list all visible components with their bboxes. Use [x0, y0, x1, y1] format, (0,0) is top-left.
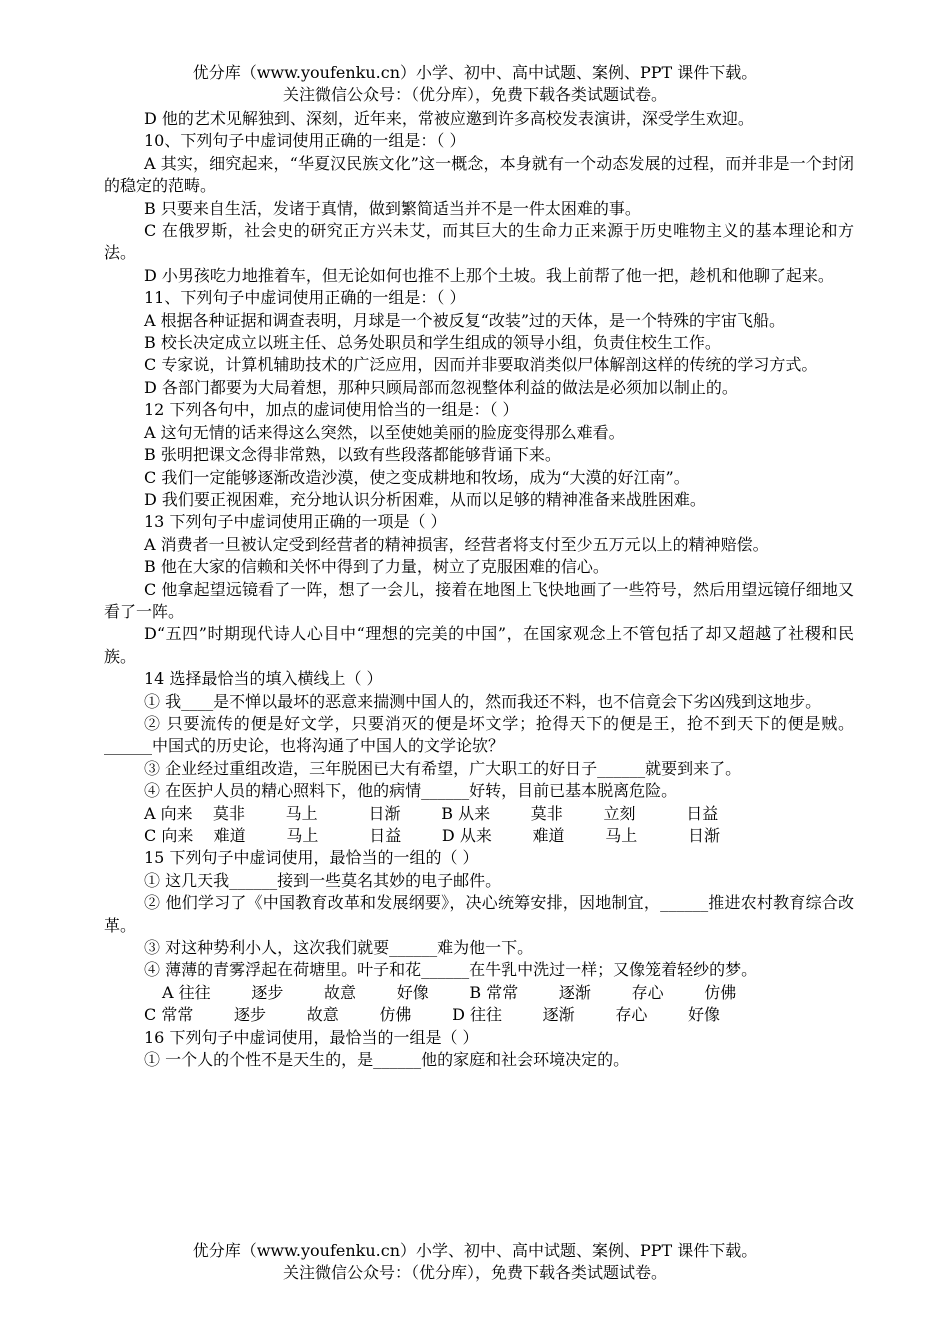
paragraph: C 在俄罗斯，社会史的研究正方兴未艾，而其巨大的生命力正来源于历史唯物主义的基本理论和方法。 [104, 221, 854, 263]
paragraph: ④ 在医护人员的精心照料下，他的病情______好转，目前已基本脱离危险。 [144, 781, 678, 801]
footer-line-2: 关注微信公众号：（优分库），免费下载各类试题试卷。 [282, 1263, 667, 1282]
paragraph: D“五四”时期现代诗人心目中“理想的完美的中国”，在国家观念上不管包括了却又超越了社稷和民族。 [104, 624, 854, 666]
paragraph: ③ 企业经过重组改造，三年脱困已大有希望，广大职工的好日子______就要到来了。 [144, 758, 742, 778]
page-footer [0, 1240, 950, 1284]
options-row: A 往往 逐步 故意 好像 B 常常 逐渐 存心 仿佛 [162, 982, 737, 1002]
paragraph: B 校长决定成立以班主任、总务处职员和学生组成的领导小组，负责住校生工作。 [144, 333, 721, 353]
paragraph: C 我们一定能够逐渐改造沙漠，使之变成耕地和牧场，成为“大漠的好江南”。 [144, 467, 690, 487]
paragraph: B 张明把课文念得非常熟，以致有些段落都能够背诵下来。 [144, 445, 561, 465]
question-16: 16 下列句子中虚词使用，最恰当的一组是（ ） [144, 1027, 479, 1047]
paragraph: A 这句无情的话来得这么突然，以至使她美丽的脸庞变得那么难看。 [144, 422, 625, 442]
paragraph: ③ 对这种势利小人，这次我们就要______难为他一下。 [144, 938, 534, 958]
paragraph: D 他的艺术见解独到、深刻，近年来，常被应邀到许多高校发表演讲，深受学生欢迎。 [144, 109, 754, 128]
question-13: 13 下列句子中虚词使用正确的一项是（ ） [144, 512, 447, 532]
paragraph: D 我们要正视困难，充分地认识分析困难，从而以足够的精神准备来战胜困难。 [144, 489, 706, 509]
question-14: 14 选择最恰当的填入横线上（ ） [144, 669, 383, 689]
question-11: 11、下列句子中虚词使用正确的一组是：（ ） [144, 288, 466, 308]
paragraph: B 只要来自生活，发诸于真情，做到繁简适当并不是一件太困难的事。 [144, 198, 641, 218]
paragraph: ① 这几天我______接到一些莫名其妙的电子邮件。 [144, 870, 502, 890]
paragraph: A 消费者一旦被认定受到经营者的精神损害，经营者将支付至少五万元以上的精神赔偿。 [144, 534, 769, 554]
question-12: 12 下列各句中，加点的虚词使用恰当的一组是：（ ） [144, 400, 519, 420]
page-header [0, 62, 950, 106]
paragraph: ① 一个人的个性不是天生的，是______他的家庭和社会环境决定的。 [144, 1050, 630, 1070]
paragraph: D 各部门都要为大局着想，那种只顾局部而忽视整体利益的做法是必须加以制止的。 [144, 377, 738, 397]
options-row: C 常常 逐步 故意 仿佛 D 往往 逐渐 存心 好像 [144, 1005, 721, 1025]
paragraph: ④ 薄薄的青雾浮起在荷塘里。叶子和花______在牛乳中洗过一样；又像笼着轻纱的梦。 [144, 960, 758, 980]
options-row: C 向来 难道 马上 日益 D 从来 难道 马上 日渐 [144, 826, 721, 845]
question-15: 15 下列句子中虚词使用，最恰当的一组的（ ） [144, 848, 479, 868]
paragraph: C 他拿起望远镜看了一阵，想了一会儿，接着在地图上飞快地画了一些符号，然后用望远镜仔细地又看了一阵。 [104, 579, 854, 621]
header-line-1: 优分库（www.youfenku.cn）小学、初中、高中试题、案例、PPT 课件下载。 [192, 63, 758, 82]
paragraph: ② 他们学习了《中国教育改革和发展纲要》，决心统筹安排，因地制宜，______推进农村教育综合改革。 [104, 893, 854, 935]
paragraph: A 根据各种证据和调查表明，月球是一个被反复“改装”过的天体，是一个特殊的宇宙飞船。 [144, 310, 786, 330]
options-row: A 向来 莫非 马上 日渐 B 从来 莫非 立刻 日益 [144, 803, 719, 823]
paragraph: A 其实，细究起来，“华夏汉民族文化”这一概念，本身就有一个动态发展的过程，而并非是一个封闭的稳定的范畴。 [104, 153, 854, 196]
paragraph: B 他在大家的信赖和关怀中得到了力量，树立了克服困难的信心。 [144, 557, 609, 577]
question-10: 10、下列句子中虚词使用正确的一组是：（ ） [144, 131, 466, 151]
paragraph: D 小男孩吃力地推着车，但无论如何也推不上那个土坡。我上前帮了他一把，趁机和他聊了起来。 [144, 265, 834, 285]
paragraph: ① 我____是不惮以最坏的恶意来揣测中国人的，然而我还不料，也不信竟会下劣凶残到这地步。 [144, 691, 822, 711]
paragraph: ② 只要流传的便是好文学，只要消灭的便是坏文学；抢得天下的便是王，抢不到天下的便是贼。______中国式的历史论，也将沟通了中国人的文学论欤？ [104, 713, 854, 756]
document-body [104, 108, 854, 1071]
header-line-2: 关注微信公众号：（优分库），免费下载各类试题试卷。 [282, 85, 667, 104]
paragraph: C 专家说，计算机辅助技术的广泛应用，因而并非要取消类似尸体解剖这样的传统的学习方式。 [144, 355, 818, 375]
footer-line-1: 优分库（www.youfenku.cn）小学、初中、高中试题、案例、PPT 课件下载。 [192, 1241, 758, 1260]
